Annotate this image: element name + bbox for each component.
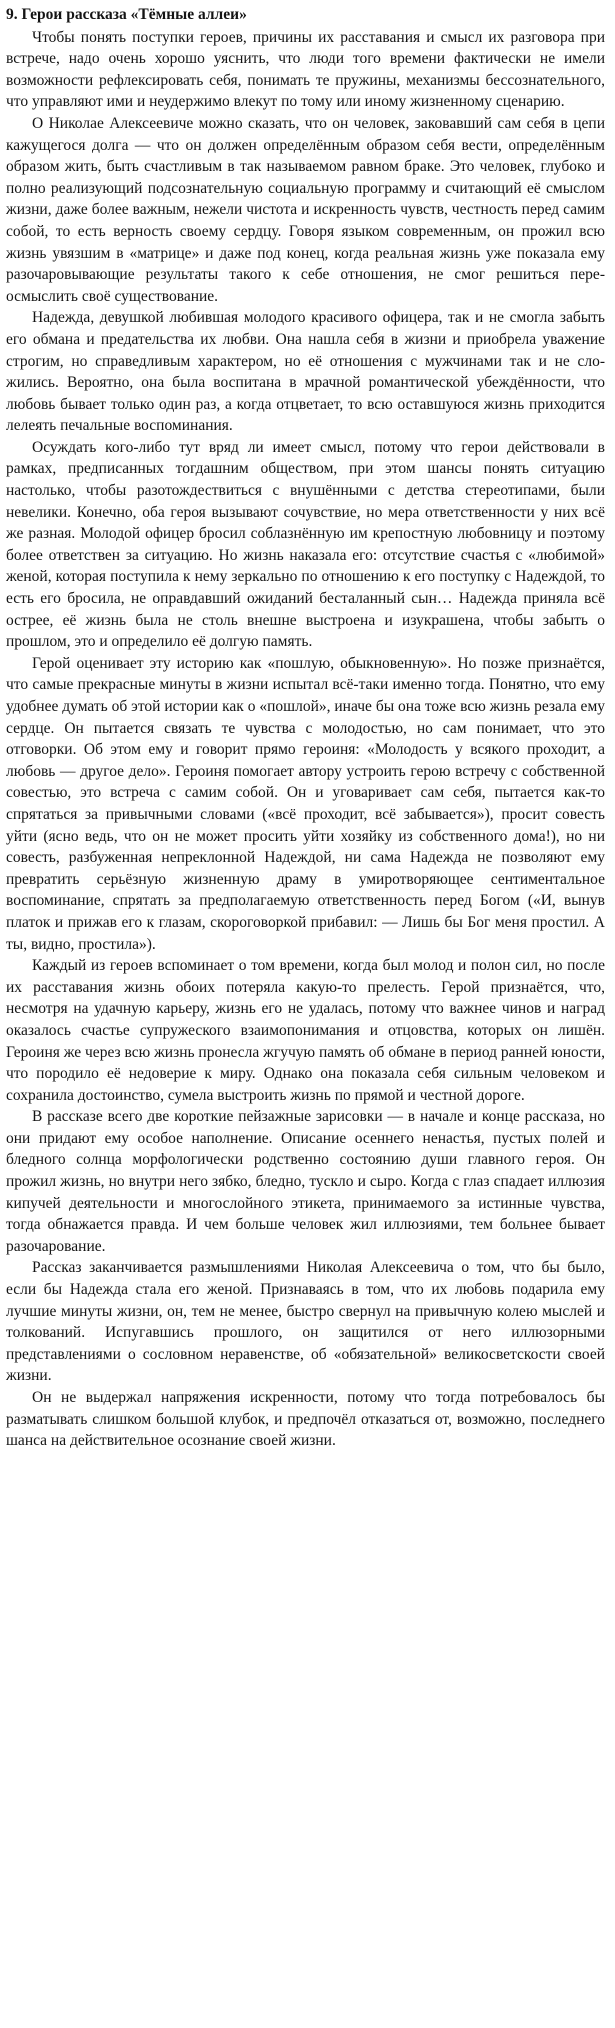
paragraph-8: Рассказ заканчивается размышлениями Николая Алексеевича о том, что бы было, если бы Надежда стала его женой. Признаваясь в том, что их любовь подарила ему лучшие минуты жизни, он, тем не менее, быстро свернул на привычную колею мыслей и толкований. Испугавшись прошлого, он защитился от него иллюзорными представлениями о сословном неравенстве, об «обязательной» великосветскости своей жизни.: [6, 1259, 605, 1385]
paragraph-9: Он не выдержал напряжения искренности, потому что тогда потребовалось бы разматывать слишком большой клубок, и предпочёл отказаться от, возможно, последнего шанса на действительное осознание своей жизни.: [6, 1389, 605, 1450]
paragraph-2: О Николае Алексеевиче можно сказать, что он человек, заковавший сам себя в цепи кажущегося долга — что он должен определённым образом себя вести, определённым образом жить, быть счастливым в так называемом равном браке. Это человек, глубоко и полно реализующий подсознательную социальную программу и считающий её смыслом жизни, даже более важным, нежели чистота и искренность чувств, честность перед самим собой, то есть верность своему сердцу. Говоря языком современным, он прожил всю жизнь увязшим в «матрице» и даже под конец, когда реальная жизнь уже показала ему разочаровывающие результаты такого к себе отношения, не смог решиться переосмыслить своё существование.: [6, 114, 605, 305]
paragraph-6: Каждый из героев вспоминает о том времени, когда был молод и полон сил, но после их расставания жизнь обоих потеряла какую-то прелесть. Герой признаётся, что, несмотря на удачную карьеру, жизнь его не удалась, потому что важнее чинов и наград оказалось счастье супружеского взаимопонимания и отцовства, которых он лишён. Героиня же через всю жизнь пронесла жгучую память об обмане в период ранней юности, что породило её недоверие к миру. Однако она показала себя сильным человеком и сохранила достоинство, сумела выстроить жизнь по прямой и честной дороге.: [6, 957, 606, 1104]
section-title: 9. Герои рассказа «Тёмные аллеи»: [6, 6, 247, 23]
paragraph-3: Надежда, девушкой любившая молодого красивого офицера, так и не смогла забыть его обмана и предательства их любви. Она нашла себя в жизни и приобрела уважение строгим, но справедливым характером, но её отношения с мужчинами так и не сложились. Вероятно, она была воспитана в мрачной романтической убеждённости, что любовь бывает только один раз, а когда отцветает, то всю оставшуюся жизнь приходится лелеять печальные воспоминания.: [6, 309, 605, 435]
paragraph-7: В рассказе всего две короткие пейзажные зарисовки — в начале и конце рассказа, но они придают ему особое наполнение. Описание осеннего ненастья, пустых полей и бледного солнца морфологически родственно состоянию души главного героя. Он прожил жизнь, но внутри него зябко, бледно, тускло и сыро. Когда с глаз спадает иллюзия кипучей деятельности и многослойного этикета, принимаемого за истинные чувства, тогда обнажается правда. И чем больше человек жил иллюзиями, тем больнее бывает разочарование.: [6, 1108, 605, 1255]
paragraph-5: Герой оценивает эту историю как «пошлую, обыкновенную». Но позже признаётся, что самые прекрасные минуты в жизни испытал всё-таки именно тогда. Понятно, что ему удобнее думать об этой истории как о «пошлой», иначе бы она тоже всю жизнь резала ему сердце. Он пытается связать те чувства с молодостью, но сам понимает, что это отговорки. Об этом ему и говорит прямо героиня: «Молодость у всякого проходит, а любовь — другое дело». Героиня помогает автору устроить герою встречу с собственной совестью, это встреча с самим собой. Он и уговаривает сам себя, пытается как-то спрятаться за привычными словами («всё проходит, всё забывается»), просит совесть уйти (ясно ведь, что он не может просить уйти хозяйку из собственного дома!), но ни совесть, разбуженная непреклонной Надеждой, ни сама Надежда не позволяют ему превратить серьёзную жизненную драму в умиротворяющее сентиментальное воспоминание, спрятать за предполагаемую ответственность перед Богом («И, вынув платок и прижав его к глазам, скороговоркой прибавил: — Лишь бы Бог меня простил. А ты, видно, простила»).: [6, 654, 605, 953]
paragraph-1: Чтобы понять поступки героев, причины их расставания и смысл их разговора при встрече, надо очень хорошо уяснить, что люди того времени фактически не имели возможности рефлексировать себя, понимать те пружины, механизмы бессознательного, что управляют ими и неудержимо влекут по тому или иному жизненному сценарию.: [6, 28, 605, 111]
paragraph-4: Осуждать кого-либо тут вряд ли имеет смысл, потому что герои действовали в рамках, предписанных тогдашним обществом, при этом шансы понять ситуацию настолько, чтобы разотождествиться с внушёнными с детства стереотипами, были невелики. Конечно, оба героя вызывают сочувствие, но мера ответственности у них всё же разная. Молодой офицер бросил соблазнённую им крепостную любовницу и поэтому более ответствен за ситуацию. Но жизнь наказала его: отсутствие счастья с «любимой» женой, которая поступила к нему зеркально по отношению к его поступку с Надеждой, то есть его бросила, не оправдавший ожиданий бесталанный сын… Надежда приняла всё острее, её жизнь была не столь внешне выстроена и изукрашена, чтобы забыть о прошлом, это и определило её долгую память.: [6, 438, 605, 651]
